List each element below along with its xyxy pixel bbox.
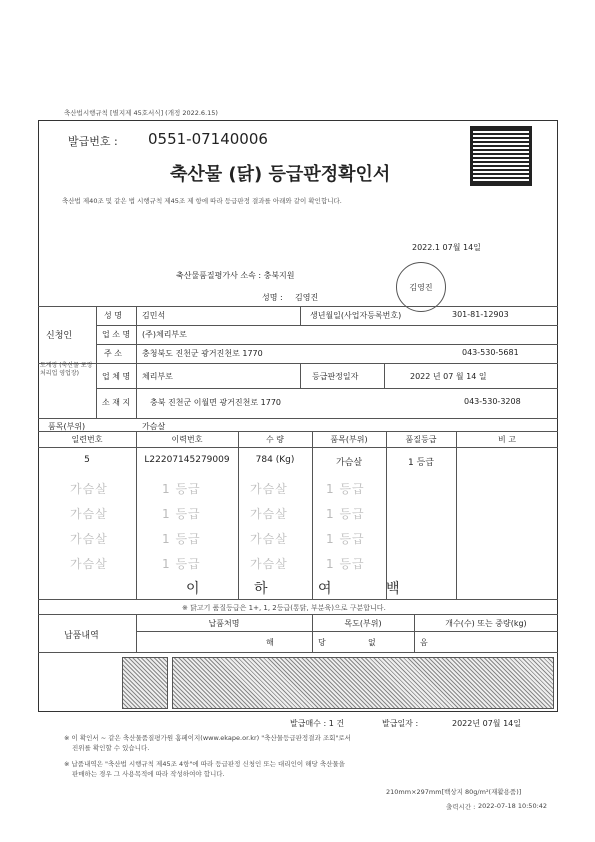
faint-cell: 가슴살	[250, 532, 288, 546]
applicant-section-label: 신청인	[46, 331, 73, 341]
col-trace-header: 이력번호	[171, 435, 203, 444]
issue-date-label: 발급일자 :	[382, 719, 419, 728]
kind-value: 가슴살	[142, 422, 166, 431]
faint-cell: 가슴살	[250, 507, 288, 521]
faint-cell: 가슴살	[250, 482, 288, 496]
qr-code-icon	[470, 126, 532, 186]
blank-text-2: 하	[254, 581, 268, 597]
business-name: (주)체리부로	[142, 330, 187, 339]
delivery-label: 납품내역	[64, 631, 99, 641]
faint-cell: 가슴살	[250, 557, 288, 571]
footer-note-4: 판매하는 경우 그 사용목적에 따라 작성하여야 합니다.	[72, 770, 225, 778]
evaluator-name-label: 성명 :	[262, 293, 283, 302]
address: 충청북도 진천군 광거진천로 1770	[142, 349, 263, 358]
delivery-value-3: 없	[368, 638, 376, 647]
applicant-phone: 043-530-5681	[462, 348, 519, 357]
delivery-col-part: 목도(부위)	[344, 619, 382, 628]
facility-location-label: 소 재 지	[102, 398, 131, 407]
faint-cell: 1 등급	[326, 532, 365, 546]
grading-date: 2022 년 07 월 14 일	[410, 372, 487, 381]
faint-cell: 1 등급	[326, 482, 365, 496]
blank-text-4: 백	[386, 581, 400, 597]
faint-cell: 가슴살	[70, 507, 108, 521]
security-pattern-left	[122, 657, 168, 709]
faint-cell: 1 등급	[162, 482, 201, 496]
row-part: 가슴살	[335, 458, 363, 468]
official-seal-stamp	[396, 262, 446, 312]
delivery-col-dest: 납품처명	[208, 619, 240, 628]
faint-cell: 가슴살	[70, 557, 108, 571]
col-grade-header: 품질등급	[405, 435, 437, 444]
intro-text: 축산법 제40조 및 같은 법 시행규칙 제45조 제 항에 따라 등급판정 결과를 아래와 같이 확인합니다.	[62, 197, 342, 205]
form-reference: 축산법시행규칙 [별지제 45호서식] (개정 2022.6.15)	[64, 109, 218, 117]
address-label: 주 소	[104, 349, 122, 358]
row-serial: 5	[84, 455, 90, 465]
blank-text-3: 여	[318, 581, 332, 597]
footer-note-3: ※ 납품내역은 "축산법 시행규칙 제45조 4항"에 따라 등급판정 신청인 또는 대리인이 해당 축산물을	[64, 760, 345, 768]
col-qty-header: 수 량	[266, 435, 284, 444]
print-time: 2022-07-18 10:50:42	[478, 802, 548, 810]
faint-cell: 가슴살	[70, 482, 108, 496]
cert-number-label: 발급번호 :	[68, 135, 118, 148]
kind-label: 품목(부위)	[48, 422, 86, 431]
col-serial-header: 일련번호	[71, 435, 103, 444]
faint-cell: 1 등급	[162, 532, 201, 546]
stamp-text: 김영진	[409, 282, 433, 292]
issue-date: 2022년 07월 14일	[452, 719, 521, 728]
facility-section-label: 도계장 (축산물 포장처리업 영업장)	[40, 362, 93, 377]
faint-cell: 1 등급	[326, 507, 365, 521]
page-title: 축산물 (닭) 등급판정확인서	[170, 164, 391, 185]
facility-location: 충북 진천군 이월면 광거진천로 1770	[150, 398, 281, 407]
grade-footnote: ※ 닭고기 품질등급은 1+, 1, 2등급(통닭, 부분육)으로 구분합니다.	[182, 604, 386, 612]
copies-count: 발급매수 : 1 건	[290, 719, 345, 728]
security-pattern-main	[172, 657, 554, 709]
applicant-id: 301-81-12903	[452, 310, 509, 319]
footer-note-2: 진위를 확인할 수 있습니다.	[72, 744, 150, 752]
delivery-value-2: 당	[318, 638, 326, 647]
faint-cell: 가슴살	[70, 532, 108, 546]
faint-cell: 1 등급	[162, 507, 201, 521]
delivery-value-4: 음	[420, 638, 428, 647]
col-part-header: 품목(부위)	[330, 435, 368, 444]
facility-name: 체리부로	[142, 372, 173, 381]
faint-cell: 1 등급	[326, 557, 365, 571]
print-time-label: 출력시간 :	[446, 803, 476, 811]
evaluator-org: 축산물품질평가사 소속 : 충북지원	[176, 271, 295, 280]
footer-note-1: ※ 이 확인서 ~ 같은 축산물품질평가원 홈페이지(www.ekape.or.kr) "축산물등급판정결과 조회"로서	[64, 734, 351, 742]
facility-name-label: 업 체 명	[102, 372, 131, 381]
row-qty: 784 (Kg)	[255, 455, 295, 465]
blank-text-1: 이	[186, 581, 200, 597]
delivery-value-1: 해	[266, 638, 274, 647]
applicant-name-label: 성 명	[104, 311, 122, 320]
cert-number: 0551-07140006	[148, 130, 268, 148]
evaluator-name: 김영진	[295, 293, 319, 302]
row-trace: L22207145279009	[144, 455, 230, 465]
issue-date-top: 2022.1 07월 14일	[412, 243, 481, 252]
col-note-header: 비 고	[498, 435, 516, 444]
delivery-col-qty: 개수(수) 또는 중량(kg)	[445, 619, 527, 628]
business-name-label: 업 소 명	[102, 330, 131, 339]
facility-phone: 043-530-3208	[464, 397, 521, 406]
applicant-id-label: 생년월일(사업자등록번호)	[310, 311, 402, 320]
row-grade: 1 등급	[408, 458, 434, 468]
grading-date-label: 등급판정일자	[312, 372, 359, 381]
paper-spec: 210mm×297mm[백상지 80g/m²(재활용품)]	[386, 788, 522, 796]
applicant-name: 김민석	[142, 311, 166, 320]
faint-cell: 1 등급	[162, 557, 201, 571]
